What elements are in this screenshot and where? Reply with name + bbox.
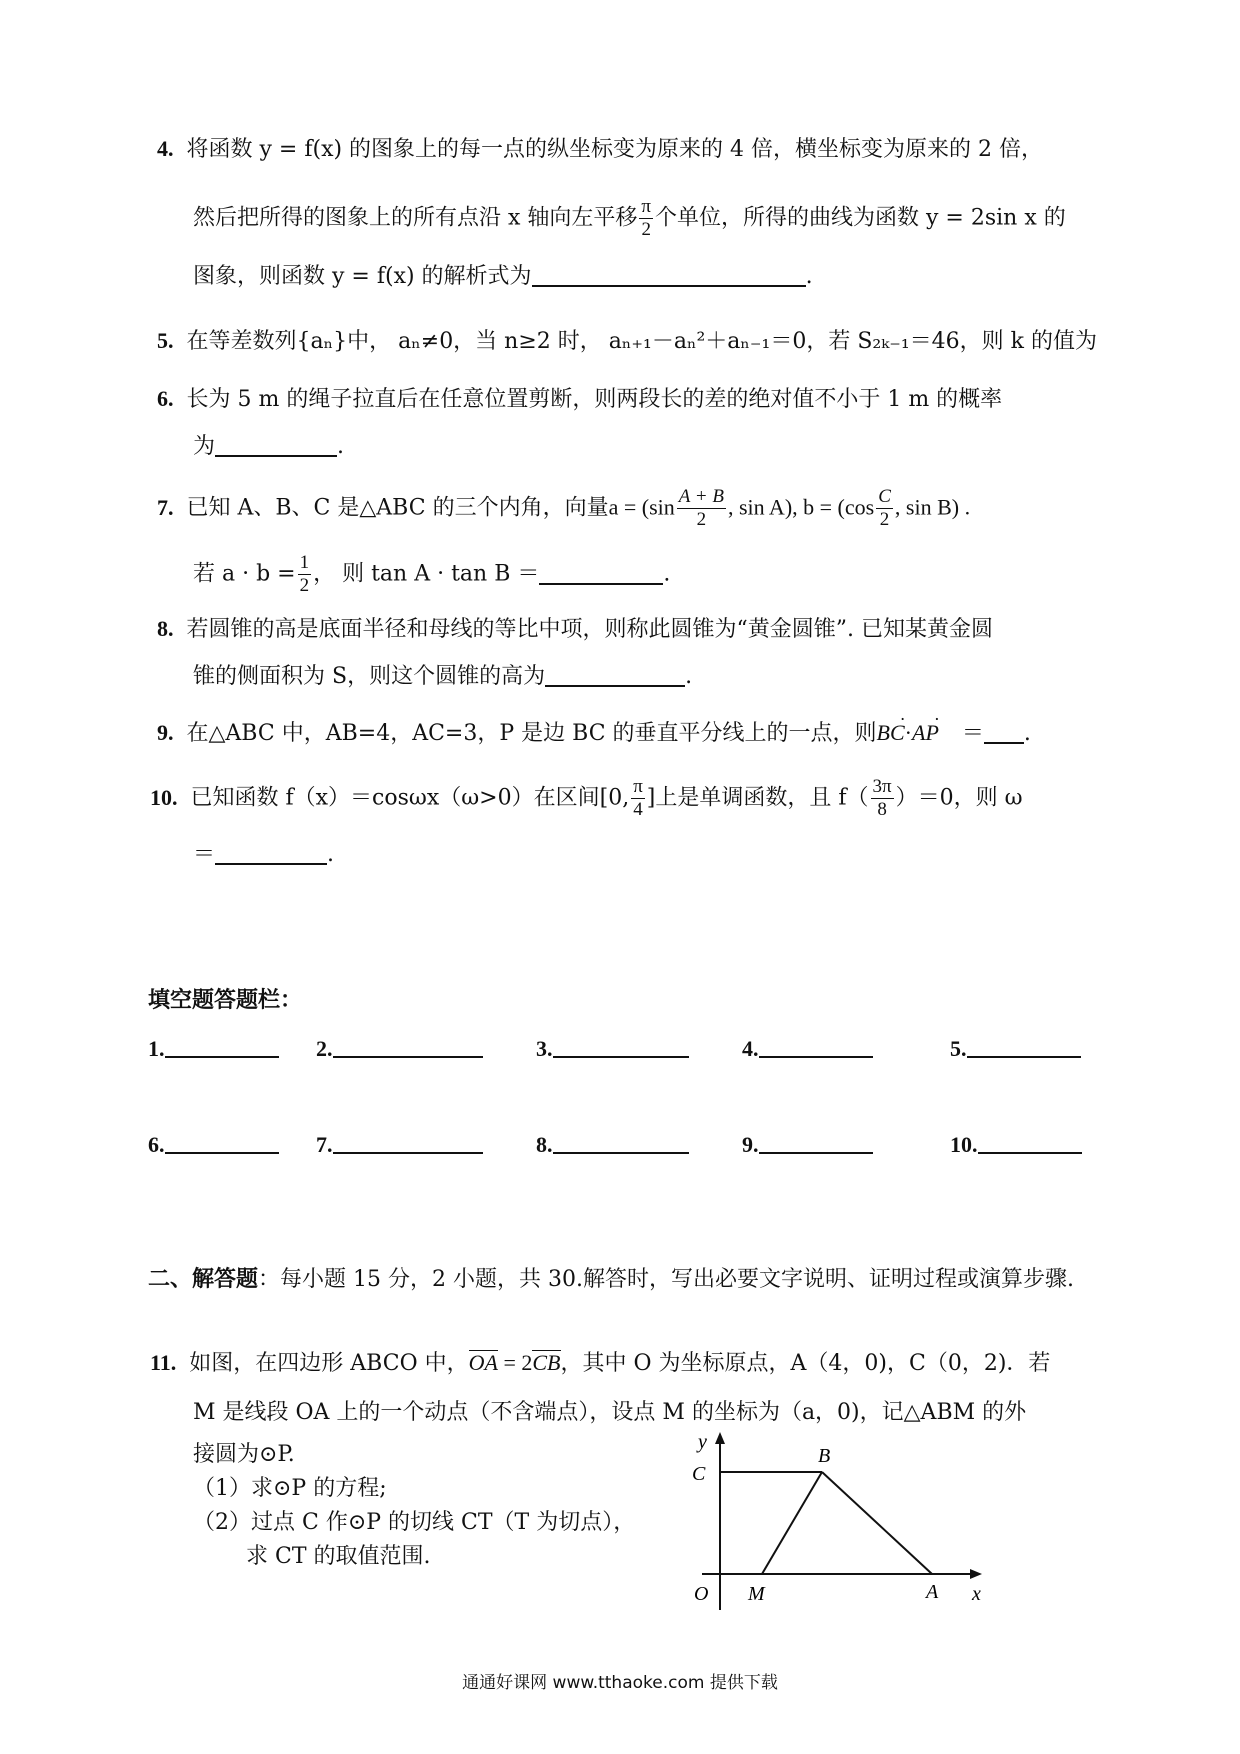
- math-text: a = (sin: [608, 494, 675, 520]
- question-11-part2-cont: [246, 1542, 431, 1572]
- answer-slot-10[interactable]: [950, 1132, 1082, 1158]
- answer-slot-8[interactable]: [536, 1132, 689, 1158]
- question-text: 如图，在四边形 ABCO 中，: [189, 1351, 469, 1376]
- question-7-line1: [157, 486, 970, 531]
- answer-slot-1[interactable]: [148, 1036, 279, 1062]
- answer-slot-7[interactable]: [316, 1132, 483, 1158]
- question-10-line2: ＝ .: [193, 842, 335, 867]
- question-7-line2: 若 a · b = $\frac{1}{2}$ ， 则 tan A · tan B ＝ .: [193, 552, 671, 596]
- question-text: 若圆锥的高是底面半径和母线的等比中项，则称此圆锥为“黄金圆锥”. 已知某黄金圆: [186, 617, 993, 642]
- question-text: 为: [193, 434, 216, 459]
- question-text: M 是线段 OA 上的一个动点（不含端点），设点 M 的坐标为（a，0)，记△ABM 的外: [193, 1400, 1027, 1425]
- quadrilateral-figure: [680, 1428, 1000, 1618]
- label-o: O: [694, 1583, 709, 1605]
- equals-sign: = 2: [497, 1350, 533, 1375]
- label-b: B: [818, 1445, 831, 1467]
- answer-blank[interactable]: [165, 1132, 279, 1154]
- fraction-denominator: 2: [696, 509, 707, 530]
- question-number: 8.: [157, 616, 174, 641]
- question-text: 图象，则函数 y = f(x) 的解析式为: [193, 264, 532, 289]
- equals-sign: ＝: [961, 721, 984, 746]
- question-text: （2）过点 C 作⊙P 的切线 CT（T 为切点），: [193, 1510, 636, 1535]
- question-text: ，其中 O 为坐标原点，A（4，0)，C（0，2)．若: [560, 1351, 1051, 1376]
- question-text: 锥的侧面积为 S，则这个圆锥的高为: [193, 664, 546, 689]
- question-4-line2: [193, 196, 1066, 241]
- question-text: ]上是单调函数，且 f（: [646, 785, 869, 811]
- section-title: 二、解答题: [148, 1266, 259, 1292]
- question-6-line1: [157, 384, 1002, 415]
- answer-blank[interactable]: [759, 1036, 873, 1058]
- answer-slot-9[interactable]: [742, 1132, 873, 1158]
- question-text: 若 a · b =: [193, 561, 296, 587]
- label-a: A: [926, 1581, 939, 1603]
- fraction-numerator: A + B: [678, 486, 724, 507]
- answer-label: 2.: [316, 1036, 333, 1061]
- label-m: M: [748, 1583, 765, 1605]
- answer-blank[interactable]: [333, 1036, 483, 1058]
- fraction: [871, 776, 894, 821]
- question-8-line1: [157, 614, 993, 645]
- answer-panel-title: 填空题答题栏：: [148, 987, 303, 1013]
- fraction-denominator: 2: [641, 219, 651, 240]
- fraction-denominator: 8: [877, 799, 887, 820]
- answer-blank[interactable]: [215, 433, 337, 457]
- answer-blank[interactable]: [984, 720, 1024, 744]
- question-11-line3: [193, 1440, 295, 1470]
- fraction-denominator: 4: [633, 799, 643, 820]
- segment-mb: [762, 1472, 822, 1574]
- question-text: 求 CT 的取值范围.: [246, 1544, 431, 1569]
- math-text: , sin B) .: [894, 494, 971, 520]
- label-c: C: [692, 1463, 706, 1485]
- question-text: 接圆为⊙P.: [193, 1442, 295, 1467]
- question-text: ， 则 tan A · tan B ＝: [313, 561, 540, 587]
- question-text: 长为 5 m 的绳子拉直后在任意位置剪断，则两段长的差的绝对值不小于 1 m 的概率: [186, 387, 1003, 412]
- question-5: [157, 326, 1097, 357]
- answer-blank[interactable]: [333, 1132, 483, 1154]
- answer-slot-2[interactable]: [316, 1036, 483, 1062]
- fraction: [631, 776, 645, 821]
- segment-ba: [822, 1472, 932, 1574]
- answer-blank[interactable]: [978, 1132, 1082, 1154]
- question-text: （1）求⊙P 的方程;: [193, 1476, 387, 1501]
- fraction: [677, 486, 726, 531]
- question-number: 7.: [157, 494, 174, 520]
- label-x: x: [972, 1583, 981, 1605]
- y-axis-arrow: [715, 1432, 725, 1444]
- question-text: 已知函数 f（x）＝cosωx（ω>0）在区间[0,: [190, 785, 630, 811]
- vector-oa: OA: [469, 1348, 498, 1378]
- vector-cb: CB: [532, 1348, 560, 1378]
- question-9: 9. 在△ABC 中，AB=4，AC=3，P 是边 BC 的垂直平分线上的一点，则· BC·· AP ＝ .: [157, 718, 1031, 749]
- answer-label: 9.: [742, 1132, 759, 1157]
- answer-blank[interactable]: [539, 561, 663, 585]
- question-11-part1: [193, 1474, 387, 1504]
- question-text: ）＝0，则 ω: [895, 785, 1023, 811]
- question-text: 个单位，所得的曲线为函数 y = 2sin x 的: [655, 205, 1066, 231]
- question-text: 将函数 y = f(x) 的图象上的每一点的纵坐标变为原来的 4 倍，横坐标变为原来的 2 倍，: [186, 137, 1044, 162]
- answer-slot-6[interactable]: [148, 1132, 279, 1158]
- question-8-line2: 锥的侧面积为 S，则这个圆锥的高为 .: [193, 664, 693, 689]
- math-text: , sin A), b = (cos: [727, 494, 875, 520]
- fraction-denominator: 2: [879, 509, 890, 530]
- label-y: y: [698, 1431, 707, 1453]
- question-4-line1: [157, 134, 1043, 165]
- answer-label: 4.: [742, 1036, 759, 1061]
- answer-blank[interactable]: [215, 841, 327, 865]
- fraction: [639, 196, 653, 241]
- answer-blank[interactable]: [759, 1132, 873, 1154]
- dot-operator: ·: [904, 720, 912, 745]
- question-text: 已知 A、B、C 是△ABC 的三个内角，向量: [186, 495, 609, 521]
- question-11-part2: [193, 1508, 635, 1538]
- section-2-header: [148, 1262, 1108, 1297]
- answer-slot-5[interactable]: [950, 1036, 1081, 1062]
- answer-blank[interactable]: [165, 1036, 279, 1058]
- question-number: 9.: [157, 720, 174, 745]
- fraction-numerator: 3π: [872, 776, 892, 797]
- question-4-line3: 图象，则函数 y = f(x) 的解析式为 .: [193, 264, 813, 289]
- fraction-numerator: π: [633, 776, 643, 797]
- fraction-numerator: C: [878, 486, 891, 507]
- answer-blank[interactable]: [532, 263, 806, 287]
- question-11-line2: [193, 1398, 1026, 1428]
- question-number: 6.: [157, 386, 174, 411]
- fraction: [876, 486, 893, 531]
- answer-label: 1.: [148, 1036, 165, 1061]
- question-text: 然后把所得的图象上的所有点沿 x 轴向左平移: [193, 205, 638, 231]
- question-number: 5.: [157, 328, 174, 353]
- fraction-numerator: π: [641, 196, 651, 217]
- answer-label: 6.: [148, 1132, 165, 1157]
- fraction-denominator: 2: [299, 575, 310, 596]
- answer-label: 5.: [950, 1036, 967, 1061]
- answer-slot-3[interactable]: [536, 1036, 689, 1062]
- question-number: 10.: [150, 784, 178, 810]
- section-description: ：每小题 15 分，2 小题，共 30.解答时，写出必要文字说明、证明过程或演算步骤.: [258, 1267, 1074, 1292]
- question-11-line1: [150, 1348, 1050, 1379]
- answer-blank[interactable]: [967, 1036, 1081, 1058]
- question-text: ＝: [193, 842, 216, 867]
- fraction: [298, 552, 312, 597]
- answer-slot-4[interactable]: [742, 1036, 873, 1062]
- answer-blank[interactable]: [553, 1132, 689, 1154]
- answer-blank[interactable]: [553, 1036, 689, 1058]
- question-10-line1: [150, 776, 1023, 821]
- fraction-numerator: 1: [299, 552, 310, 573]
- answer-label: 8.: [536, 1132, 553, 1157]
- answer-blank[interactable]: [545, 663, 685, 687]
- question-text: 在等差数列{aₙ}中， aₙ≠0，当 n≥2 时， aₙ₊₁－aₙ²＋aₙ₋₁＝0，若 S₂ₖ₋₁＝46，则 k 的值为: [186, 329, 1097, 354]
- x-axis-arrow: [970, 1569, 982, 1579]
- vector-bc: · BC: [877, 718, 905, 748]
- question-6-line2: 为 .: [193, 434, 345, 459]
- answer-label: 7.: [316, 1132, 333, 1157]
- question-text: 在△ABC 中，AB=4，AC=3，P 是边 BC 的垂直平分线上的一点，则: [186, 721, 877, 746]
- answer-label: 10.: [950, 1132, 978, 1157]
- vector-ap: · AP: [912, 718, 939, 748]
- answer-label: 3.: [536, 1036, 553, 1061]
- question-number: 4.: [157, 136, 174, 161]
- page-footer: 通通好课网 www.tthaoke.com 提供下载: [462, 1673, 778, 1693]
- question-number: 11.: [150, 1350, 177, 1375]
